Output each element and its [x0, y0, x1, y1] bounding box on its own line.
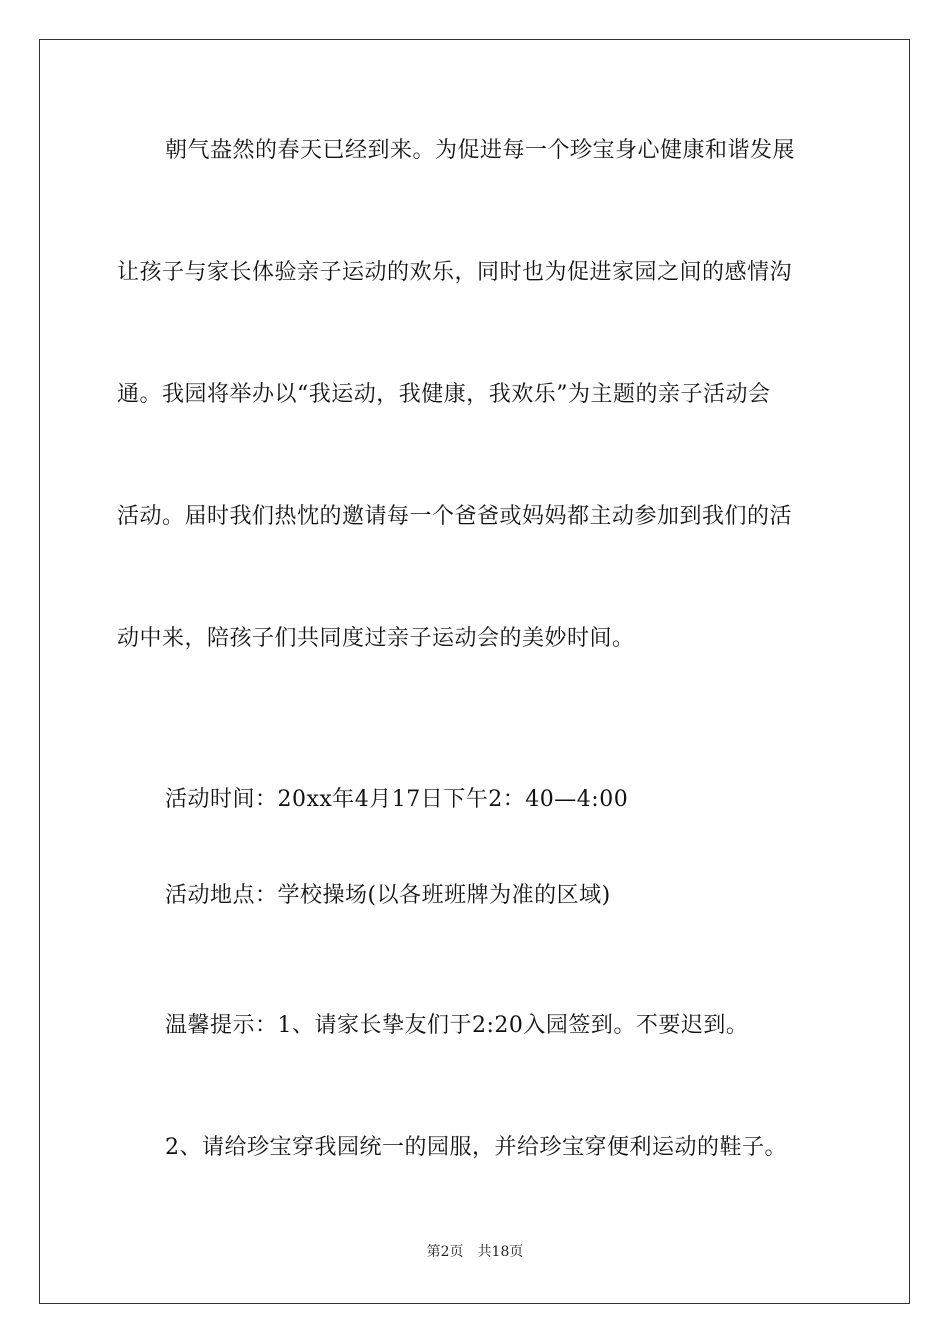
total-pages: 共18页	[477, 1244, 524, 1260]
paragraph-line-2: 让孩子与家长体验亲子运动的欢乐，同时也为促进家园之间的感情沟	[117, 260, 793, 285]
tip-1: 温馨提示：1、请家长挚友们于2:20入园签到。不要迟到。	[165, 1013, 749, 1038]
page-frame	[39, 39, 910, 1304]
activity-time: 活动时间：20xx年4月17日下午2：40—4:00	[165, 787, 629, 812]
tip-2: 2、请给珍宝穿我园统一的园服，并给珍宝穿便利运动的鞋子。	[165, 1135, 787, 1160]
activity-place: 活动地点：学校操场(以各班班牌为准的区域)	[165, 883, 611, 908]
paragraph-line-3: 通。我园将举办以“我运动，我健康，我欢乐”为主题的亲子活动会	[117, 382, 771, 407]
paragraph-line-1: 朝气盎然的春天已经到来。为促进每一个珍宝身心健康和谐发展	[165, 138, 796, 163]
paragraph-line-4: 活动。届时我们热忱的邀请每一个爸爸或妈妈都主动参加到我们的活	[117, 504, 793, 529]
page-footer	[0, 1242, 950, 1262]
paragraph-line-5: 动中来，陪孩子们共同度过亲子运动会的美妙时间。	[117, 626, 635, 651]
page-number: 第2页	[426, 1244, 464, 1260]
